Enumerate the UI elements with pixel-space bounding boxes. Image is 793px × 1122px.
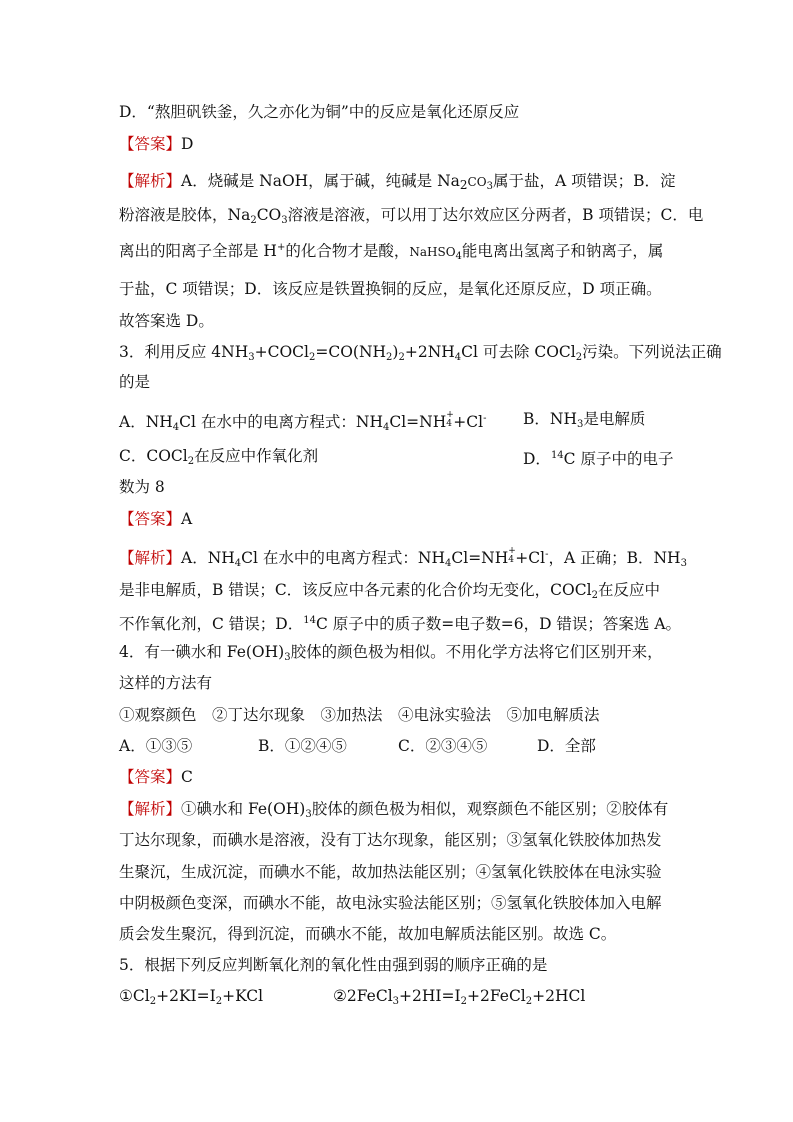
text-run: D．	[523, 450, 551, 468]
answer-2-value: D	[181, 135, 194, 153]
text-run: +KCl	[222, 987, 264, 1005]
text-run: 这样的方法有	[119, 674, 213, 692]
text-run: 是电解质	[583, 410, 646, 428]
text-run: 于盐，C 项错误；D．该反应是铁置换铜的反应，是氧化还原反应，D 项正确。	[119, 280, 662, 298]
explanation-4-line-2	[119, 830, 679, 850]
text-run: Cl=NH	[389, 413, 447, 431]
text-run: C 原子中的质子数=电子数=6，D 错误；答案选 A。	[315, 615, 682, 633]
text-run: ，A 正确；B．NH	[548, 549, 681, 567]
text-run: +2HI=I	[399, 987, 461, 1005]
subscript: 2	[250, 215, 257, 226]
text-run: Cl 在水中的电离方程式：NH	[241, 549, 445, 567]
ion-charge-stack	[508, 546, 516, 565]
analysis-tag: 【解析】	[119, 800, 182, 818]
question-3-stem-line-1	[119, 342, 722, 368]
explanation-2-line-1	[119, 171, 679, 197]
subscript: 4	[172, 422, 180, 433]
text-run: 污染。下列说法正确	[582, 343, 722, 361]
text-run: 质会发生聚沉，得到沉淀，而碘水不能，故加电解质法能区别。故选 C。	[119, 925, 617, 943]
explanation-2-line-4	[119, 279, 679, 299]
answer-3-value: A	[181, 510, 193, 528]
superscript: +	[276, 242, 286, 253]
subscript: 3	[305, 809, 312, 820]
text-run: 3．利用反应 4NH	[119, 343, 249, 361]
text-run: NaHSO	[409, 245, 456, 259]
q4-option-d: D．全部	[537, 737, 596, 755]
text-run: +Cl	[515, 549, 546, 567]
text-run: Cl 可去除 COCl	[461, 343, 576, 361]
text-run: 粉溶液是胶体，Na	[119, 206, 251, 224]
subscript: 2	[215, 996, 223, 1007]
subscript: 2	[575, 352, 583, 363]
text-run: 在反应中作氧化剂	[194, 447, 319, 465]
subscript: 2	[187, 456, 195, 467]
text-run: +2FeCl	[467, 987, 526, 1005]
text-run: ①Cl	[119, 987, 150, 1005]
text-run: A．烧碱是 NaOH，属于碱，纯碱是 Na	[181, 172, 460, 190]
text-run: B．NH	[523, 410, 577, 428]
explanation-3-line-3	[119, 611, 682, 634]
q5-reaction-2	[333, 986, 585, 1012]
q4-option-c: C．②③④⑤	[398, 737, 488, 755]
explanation-4-line-3	[119, 862, 679, 882]
text-run: +Cl	[453, 413, 484, 431]
answer-tag: 【答案】	[119, 768, 182, 786]
text-run: +2HCl	[532, 987, 586, 1005]
text-run: C．COCl	[119, 447, 188, 465]
subscript: 4	[455, 251, 462, 262]
question-4-methods	[119, 705, 679, 725]
subscript: 3	[248, 352, 255, 363]
text-run: CO	[467, 175, 487, 189]
text-run: )	[392, 343, 399, 361]
q5-reaction-1	[119, 986, 263, 1012]
explanation-4-line-4	[119, 893, 679, 913]
question-5-stem	[119, 955, 679, 975]
subscript: 3	[392, 996, 400, 1007]
text-run: 的化合物才是酸，	[285, 242, 410, 260]
subscript: 2	[149, 996, 157, 1007]
text-run: Cl 在水中的电离方程式：NH	[179, 413, 383, 431]
text-run: 数为 8	[119, 478, 165, 496]
explanation-3-line-1	[119, 545, 687, 574]
explanation-2-line-5	[119, 311, 679, 331]
text-run: 故答案选 D。	[119, 312, 214, 330]
subscript: 4	[446, 419, 452, 429]
answer-2	[119, 134, 679, 154]
explanation-2-line-2	[119, 205, 704, 231]
subscript: 3	[576, 419, 584, 430]
text-run: 生聚沉，生成沉淀，而碘水不能，故加热法能区别；④氢氧化铁胶体在电泳实验	[119, 863, 662, 881]
explanation-4-line-5	[119, 924, 679, 944]
subscript: 2	[386, 352, 393, 363]
subscript: 2	[459, 178, 468, 192]
text-run: 4．有一碘水和 Fe(OH)	[119, 643, 285, 661]
subscript: 3	[284, 652, 291, 663]
subscript: 2	[308, 352, 316, 363]
text-run: 5．根据下列反应判断氧化剂的氧化性由强到弱的顺序正确的是	[119, 956, 548, 974]
subscript: 2	[591, 590, 598, 601]
text-run: 在反应中	[597, 581, 660, 599]
subscript: 4	[454, 352, 462, 363]
text-run: 胶体的颜色极为相似，观察颜色不能区别；②胶体有	[311, 800, 669, 818]
text-run: 胶体的颜色极为相似。不用化学方法将它们区别开来，	[290, 643, 663, 661]
explanation-2-line-3	[119, 238, 679, 267]
text-run: 属于盐，A 项错误；B．淀	[492, 172, 676, 190]
explanation-3-line-2	[119, 580, 679, 606]
subscript: 4	[234, 558, 242, 569]
text-run: A．NH	[181, 549, 235, 567]
text-run: Cl=NH	[451, 549, 509, 567]
q4-option-a: A．①③⑤	[119, 737, 193, 755]
analysis-tag: 【解析】	[119, 549, 182, 567]
subscript: 3	[680, 558, 687, 569]
q3-option-d-continued	[119, 477, 679, 497]
q3-option-c	[119, 446, 318, 472]
text-run: +2NH	[404, 343, 455, 361]
text-run: 的是	[119, 373, 151, 391]
subscript: 2	[460, 996, 468, 1007]
text-run: 离出的阳离子全部是 H	[119, 242, 277, 260]
subscript: 2	[398, 352, 405, 363]
text-run: 丁达尔现象，而碘水是溶液，没有丁达尔现象，能区别；③氢氧化铁胶体加热发	[119, 831, 662, 849]
q2-option-d	[119, 102, 679, 122]
text-run: 能电离出氢离子和钠离子，属	[461, 242, 664, 260]
answer-4	[119, 767, 679, 787]
q3-option-b	[523, 409, 645, 435]
superscript: 14	[303, 615, 316, 626]
superscript: +	[508, 546, 516, 556]
q4-option-b: B．①②④⑤	[258, 737, 347, 755]
text-run: =CO(NH	[315, 343, 387, 361]
q2-option-d-text: D．“熬胆矾铁釜，久之亦化为铜”中的反应是氧化还原反应	[119, 103, 520, 121]
q3-option-d	[523, 446, 673, 469]
superscript: +	[446, 410, 454, 420]
subscript: 3	[486, 181, 493, 192]
superscript: -	[483, 413, 487, 424]
question-4-stem-line-2	[119, 673, 679, 693]
answer-4-value: C	[181, 768, 193, 786]
answer-tag: 【答案】	[119, 135, 182, 153]
text-run: ①观察颜色 ②丁达尔现象 ③加热法 ④电泳实验法 ⑤加电解质法	[119, 706, 600, 724]
text-run: 是非电解质，B 错误；C．该反应中各元素的化合价均无变化，COCl	[119, 581, 592, 599]
subscript: 4	[508, 555, 514, 565]
text-run: 不作氧化剂，C 错误；D．	[119, 615, 304, 633]
superscript: 14	[550, 450, 564, 461]
subscript: 4	[382, 422, 390, 433]
explanation-4-line-1	[119, 799, 679, 825]
q3-option-a	[119, 409, 486, 438]
text-run: A．NH	[119, 413, 173, 431]
analysis-tag: 【解析】	[119, 172, 182, 190]
text-run: +2KI=I	[156, 987, 216, 1005]
text-run: 溶液是溶液，可以用丁达尔效应区分两者，B 项错误；C．电	[287, 206, 704, 224]
text-run: 中阴极颜色变深，而碘水不能，故电泳实验法能区别；⑤氢氧化铁胶体加入电解	[119, 894, 662, 912]
subscript: 2	[525, 996, 533, 1007]
question-4-stem-line-1	[119, 642, 679, 668]
text-run: C 原子中的电子	[563, 450, 674, 468]
subscript: 3	[281, 215, 288, 226]
text-run: CO	[256, 206, 282, 224]
subscript: 4	[445, 558, 452, 569]
answer-3	[119, 509, 679, 529]
text-run: ②2FeCl	[333, 987, 393, 1005]
ion-charge-stack	[446, 410, 454, 429]
question-3-stem-line-2	[119, 372, 679, 392]
answer-tag: 【答案】	[119, 510, 182, 528]
text-run: ①碘水和 Fe(OH)	[181, 800, 306, 818]
text-run: +COCl	[254, 343, 309, 361]
superscript: -	[545, 549, 549, 560]
